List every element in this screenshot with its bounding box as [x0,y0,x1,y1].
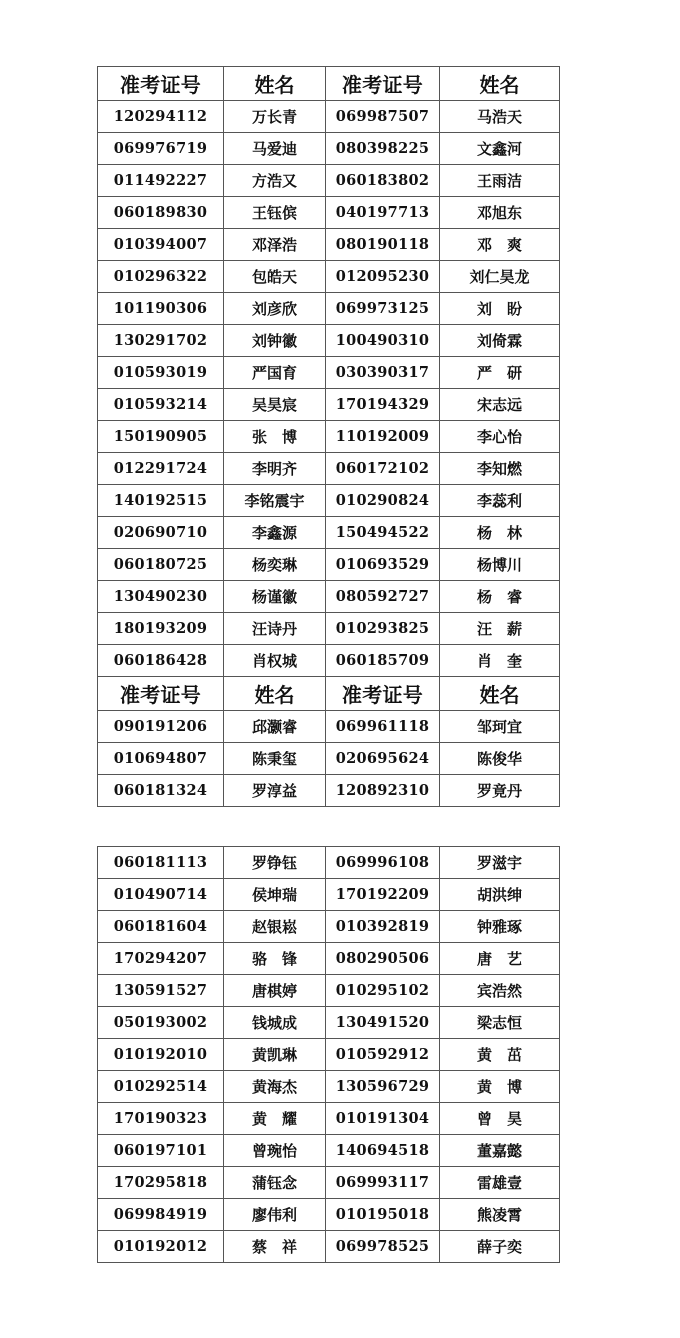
exam-id-cell: 010195018 [326,1199,440,1231]
exam-id-cell: 080290506 [326,943,440,975]
student-name-cell: 马爱迪 [224,133,326,165]
table-row [98,197,560,229]
exam-id-cell: 069993117 [326,1167,440,1199]
student-name-cell: 曾 昊 [440,1103,560,1135]
exam-id-cell: 130291702 [98,325,224,357]
header-row [98,677,560,711]
exam-id-cell: 120892310 [326,775,440,807]
header-exam-id: 准考证号 [98,67,224,101]
exam-id-cell: 020690710 [98,517,224,549]
student-name-cell: 李知燃 [440,453,560,485]
table-row [98,943,560,975]
student-name-cell: 刘倚霖 [440,325,560,357]
table-row [98,1039,560,1071]
exam-id-cell: 170192209 [326,879,440,911]
student-name-cell: 李铭震宇 [224,485,326,517]
student-name-cell: 黄 耀 [224,1103,326,1135]
table-row [98,775,560,807]
exam-id-cell: 080592727 [326,581,440,613]
header-row [98,67,560,101]
exam-id-cell: 010593214 [98,389,224,421]
table-row [98,229,560,261]
student-name-cell: 曾琬怡 [224,1135,326,1167]
exam-id-cell: 010290824 [326,485,440,517]
student-name-cell: 马浩天 [440,101,560,133]
exam-id-cell: 090191206 [98,711,224,743]
table-row [98,1071,560,1103]
exam-id-cell: 180193209 [98,613,224,645]
exam-id-cell: 130490230 [98,581,224,613]
table-row [98,1007,560,1039]
student-name-cell: 侯坤瑞 [224,879,326,911]
table-row [98,1231,560,1263]
student-name-cell: 邓 爽 [440,229,560,261]
exam-id-cell: 130591527 [98,975,224,1007]
exam-id-cell: 010694807 [98,743,224,775]
student-name-cell: 宋志远 [440,389,560,421]
student-name-cell: 李蕊利 [440,485,560,517]
roster-table-2 [97,846,560,1263]
exam-id-cell: 069987507 [326,101,440,133]
exam-id-cell: 010394007 [98,229,224,261]
student-name-cell: 罗竟丹 [440,775,560,807]
student-name-cell: 胡洪绅 [440,879,560,911]
table-row [98,325,560,357]
table-row [98,1199,560,1231]
exam-id-cell: 010295102 [326,975,440,1007]
student-name-cell: 罗滋宇 [440,847,560,879]
student-name-cell: 肖 奎 [440,645,560,677]
exam-id-cell: 170194329 [326,389,440,421]
table-row [98,711,560,743]
exam-id-cell: 150494522 [326,517,440,549]
student-name-cell: 雷雄壹 [440,1167,560,1199]
student-name-cell: 刘钟徽 [224,325,326,357]
exam-id-cell: 060185709 [326,645,440,677]
student-name-cell: 廖伟利 [224,1199,326,1231]
student-name-cell: 黄凯琳 [224,1039,326,1071]
exam-id-cell: 110192009 [326,421,440,453]
table-row [98,1103,560,1135]
exam-id-cell: 010292514 [98,1071,224,1103]
student-name-cell: 李鑫源 [224,517,326,549]
exam-id-cell: 069984919 [98,1199,224,1231]
student-name-cell: 李明齐 [224,453,326,485]
exam-id-cell: 010693529 [326,549,440,581]
exam-id-cell: 060181604 [98,911,224,943]
student-name-cell: 钟雅琢 [440,911,560,943]
header-name: 姓名 [440,67,560,101]
student-name-cell: 王钰傧 [224,197,326,229]
table-row [98,357,560,389]
table-row [98,517,560,549]
table-row [98,1167,560,1199]
student-name-cell: 文鑫河 [440,133,560,165]
student-name-cell: 刘彦欣 [224,293,326,325]
exam-id-cell: 060181113 [98,847,224,879]
exam-id-cell: 130491520 [326,1007,440,1039]
exam-id-cell: 040197713 [326,197,440,229]
table-row [98,645,560,677]
table-row [98,613,560,645]
student-name-cell: 罗铮钰 [224,847,326,879]
table-row [98,911,560,943]
exam-id-cell: 060183802 [326,165,440,197]
table-row [98,261,560,293]
roster-table-2-body [98,847,560,1263]
student-name-cell: 唐棋婷 [224,975,326,1007]
student-name-cell: 邹珂宜 [440,711,560,743]
exam-id-cell: 010192012 [98,1231,224,1263]
table-row [98,879,560,911]
student-name-cell: 黄海杰 [224,1071,326,1103]
exam-id-cell: 069978525 [326,1231,440,1263]
student-name-cell: 邱灏睿 [224,711,326,743]
student-name-cell: 蒲钰念 [224,1167,326,1199]
exam-id-cell: 140694518 [326,1135,440,1167]
table-row [98,975,560,1007]
exam-id-cell: 080190118 [326,229,440,261]
exam-id-cell: 069996108 [326,847,440,879]
student-name-cell: 刘 盼 [440,293,560,325]
exam-id-cell: 012095230 [326,261,440,293]
exam-id-cell: 011492227 [98,165,224,197]
student-name-cell: 万长青 [224,101,326,133]
table-row [98,165,560,197]
exam-id-cell: 010296322 [98,261,224,293]
student-name-cell: 杨谨徽 [224,581,326,613]
exam-id-cell: 069973125 [326,293,440,325]
student-name-cell: 熊凌霄 [440,1199,560,1231]
student-name-cell: 包皓天 [224,261,326,293]
exam-id-cell: 101190306 [98,293,224,325]
exam-id-cell: 010592912 [326,1039,440,1071]
student-name-cell: 蔡 祥 [224,1231,326,1263]
student-name-cell: 邓旭东 [440,197,560,229]
student-name-cell: 骆 锋 [224,943,326,975]
table-row [98,133,560,165]
student-name-cell: 杨 睿 [440,581,560,613]
exam-id-cell: 130596729 [326,1071,440,1103]
exam-id-cell: 060186428 [98,645,224,677]
exam-id-cell: 010192010 [98,1039,224,1071]
roster-table-1-body [98,67,560,807]
exam-id-cell: 080398225 [326,133,440,165]
table-row [98,743,560,775]
student-name-cell: 张 博 [224,421,326,453]
table-row [98,847,560,879]
student-name-cell: 杨奕琳 [224,549,326,581]
table-row [98,1135,560,1167]
exam-id-cell: 060181324 [98,775,224,807]
roster-table-1 [97,66,560,807]
table-row [98,581,560,613]
student-name-cell: 宾浩然 [440,975,560,1007]
student-name-cell: 汪 薪 [440,613,560,645]
student-name-cell: 严国育 [224,357,326,389]
header-exam-id: 准考证号 [326,67,440,101]
table-row [98,453,560,485]
header-exam-id: 准考证号 [98,677,224,711]
student-name-cell: 唐 艺 [440,943,560,975]
header-name: 姓名 [224,67,326,101]
header-name: 姓名 [224,677,326,711]
table-row [98,293,560,325]
exam-id-cell: 060180725 [98,549,224,581]
exam-id-cell: 069961118 [326,711,440,743]
exam-id-cell: 069976719 [98,133,224,165]
exam-id-cell: 170295818 [98,1167,224,1199]
exam-id-cell: 060172102 [326,453,440,485]
student-name-cell: 黄 博 [440,1071,560,1103]
student-name-cell: 陈秉玺 [224,743,326,775]
exam-id-cell: 050193002 [98,1007,224,1039]
student-name-cell: 钱城成 [224,1007,326,1039]
student-name-cell: 杨博川 [440,549,560,581]
exam-id-cell: 170294207 [98,943,224,975]
student-name-cell: 汪诗丹 [224,613,326,645]
student-name-cell: 方浩又 [224,165,326,197]
student-name-cell: 肖权城 [224,645,326,677]
exam-id-cell: 010392819 [326,911,440,943]
table-row [98,101,560,133]
student-name-cell: 黄 茁 [440,1039,560,1071]
student-name-cell: 杨 林 [440,517,560,549]
exam-id-cell: 140192515 [98,485,224,517]
exam-id-cell: 010490714 [98,879,224,911]
table-row [98,421,560,453]
exam-id-cell: 170190323 [98,1103,224,1135]
student-name-cell: 梁志恒 [440,1007,560,1039]
student-name-cell: 罗淳益 [224,775,326,807]
student-name-cell: 薛子奕 [440,1231,560,1263]
header-name: 姓名 [440,677,560,711]
student-name-cell: 李心怡 [440,421,560,453]
header-exam-id: 准考证号 [326,677,440,711]
student-name-cell: 严 研 [440,357,560,389]
exam-id-cell: 120294112 [98,101,224,133]
exam-id-cell: 010191304 [326,1103,440,1135]
exam-id-cell: 010593019 [98,357,224,389]
exam-id-cell: 030390317 [326,357,440,389]
exam-id-cell: 012291724 [98,453,224,485]
student-name-cell: 王雨洁 [440,165,560,197]
exam-id-cell: 020695624 [326,743,440,775]
student-name-cell: 刘仁昊龙 [440,261,560,293]
student-name-cell: 陈俊华 [440,743,560,775]
exam-id-cell: 010293825 [326,613,440,645]
student-name-cell: 邓泽浩 [224,229,326,261]
table-row [98,549,560,581]
student-name-cell: 吴昊宸 [224,389,326,421]
student-name-cell: 赵银崧 [224,911,326,943]
exam-id-cell: 150190905 [98,421,224,453]
exam-id-cell: 060189830 [98,197,224,229]
table-row [98,485,560,517]
exam-id-cell: 100490310 [326,325,440,357]
student-name-cell: 董嘉懿 [440,1135,560,1167]
exam-id-cell: 060197101 [98,1135,224,1167]
table-row [98,389,560,421]
